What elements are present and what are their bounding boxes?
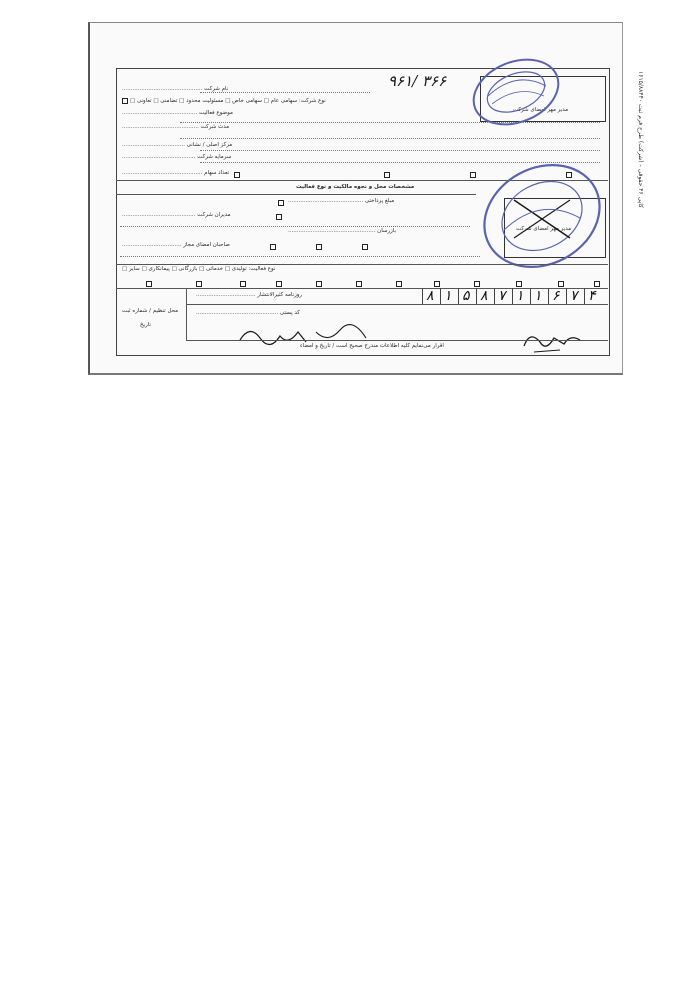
postal-digit: ۷ (570, 288, 578, 304)
footer-note: اقرار می‌نمایم کلیه اطلاعات مندرج صحیح است / تاریخ و امضاء (300, 343, 444, 349)
seal-stamp-icon (474, 160, 610, 272)
section-divider (116, 194, 476, 195)
form-row: موضوع فعالیت ........................................... (122, 110, 233, 116)
checkbox[interactable] (122, 98, 128, 104)
postal-digit: ۶ (552, 288, 560, 304)
checkbox[interactable] (316, 244, 322, 250)
grid-line (186, 288, 187, 340)
checkbox[interactable] (240, 281, 246, 287)
checkbox[interactable] (276, 281, 282, 287)
checkbox[interactable] (558, 281, 564, 287)
checkbox[interactable] (146, 281, 152, 287)
checkbox[interactable] (474, 281, 480, 287)
form-row: مرکز اصلی / نشانی .................................... (122, 142, 233, 148)
form-side-code: ۱۶۱۵/۸۸۴۴۰ کاپی ۴۶ حقوقی - (شرکت) طرح فرم ثبت (637, 71, 644, 208)
form-row: تعداد سهام .............................................. (122, 170, 230, 176)
left-label: محل تنظیم / شماره ثبت (122, 308, 179, 314)
checkbox[interactable] (516, 281, 522, 287)
form-row: روزنامه کثیرالانتشار .................................. (196, 292, 303, 298)
row-line (200, 150, 600, 151)
postal-digit: ۸ (480, 288, 488, 304)
row-line (180, 122, 600, 123)
postal-digit: ۷ (498, 288, 506, 304)
form-row: صاحبان امضای مجاز .................................. (122, 242, 230, 248)
checkbox[interactable] (594, 281, 600, 287)
row-line (120, 226, 470, 227)
row-line (200, 92, 370, 93)
checkbox[interactable] (234, 172, 240, 178)
section-divider (186, 304, 608, 305)
form-row: مدت شرکت ............................................ (122, 124, 230, 130)
stamp-box-label: مدیر مهر امضای شرکت (513, 107, 569, 113)
section-divider (186, 340, 608, 341)
section-title: مشخصات محل و نحوه مالکیت و نوع فعالیت (296, 184, 415, 190)
checkbox[interactable] (278, 200, 284, 206)
checkbox[interactable] (316, 281, 322, 287)
checkbox[interactable] (276, 214, 282, 220)
checkbox[interactable] (384, 172, 390, 178)
activity-type-row: نوع فعالیت: تولیدی □ خدماتی □ بازرگانی □ پیمانکاری □ سایر □ (122, 266, 276, 272)
form-row: نام شرکت .............................................. (122, 86, 229, 92)
postal-digit: ۱ (444, 288, 452, 304)
checkbox[interactable] (196, 281, 202, 287)
checkbox[interactable] (356, 281, 362, 287)
postal-digit: ۱ (534, 288, 542, 304)
checkbox[interactable] (396, 281, 402, 287)
form-row: کد پستی ............................................... (196, 310, 300, 316)
postal-digit: ۵ (462, 288, 470, 304)
checkbox[interactable] (362, 244, 368, 250)
form-row: بازرسان .................................................. (288, 228, 397, 234)
form-row: مبلغ پرداختی ........................................... (288, 198, 395, 204)
postal-digit: ۴ (588, 288, 596, 304)
form-row: مدیران شرکت .......................................... (122, 212, 231, 218)
section-divider (116, 264, 608, 265)
stamp-box-label: مدیر مهر امضای شرکت (516, 226, 572, 232)
form-row: نوع شرکت: سهامی عام □ سهامی خاص □ مسئولیت محدود □ تضامنی □ تعاونی □ (130, 98, 326, 104)
postal-digit: ۱ (516, 288, 524, 304)
checkbox[interactable] (434, 281, 440, 287)
postal-digit: ۸ (426, 288, 434, 304)
form-row: سرمایه شرکت .......................................... (122, 154, 232, 160)
signature-icon (520, 326, 584, 356)
row-line (180, 138, 600, 139)
row-line (120, 256, 480, 257)
form-reference-number: ۹۶۱/ ۳۶۶ (388, 72, 447, 90)
left-label: تاریخ (140, 322, 151, 328)
checkbox[interactable] (270, 244, 276, 250)
